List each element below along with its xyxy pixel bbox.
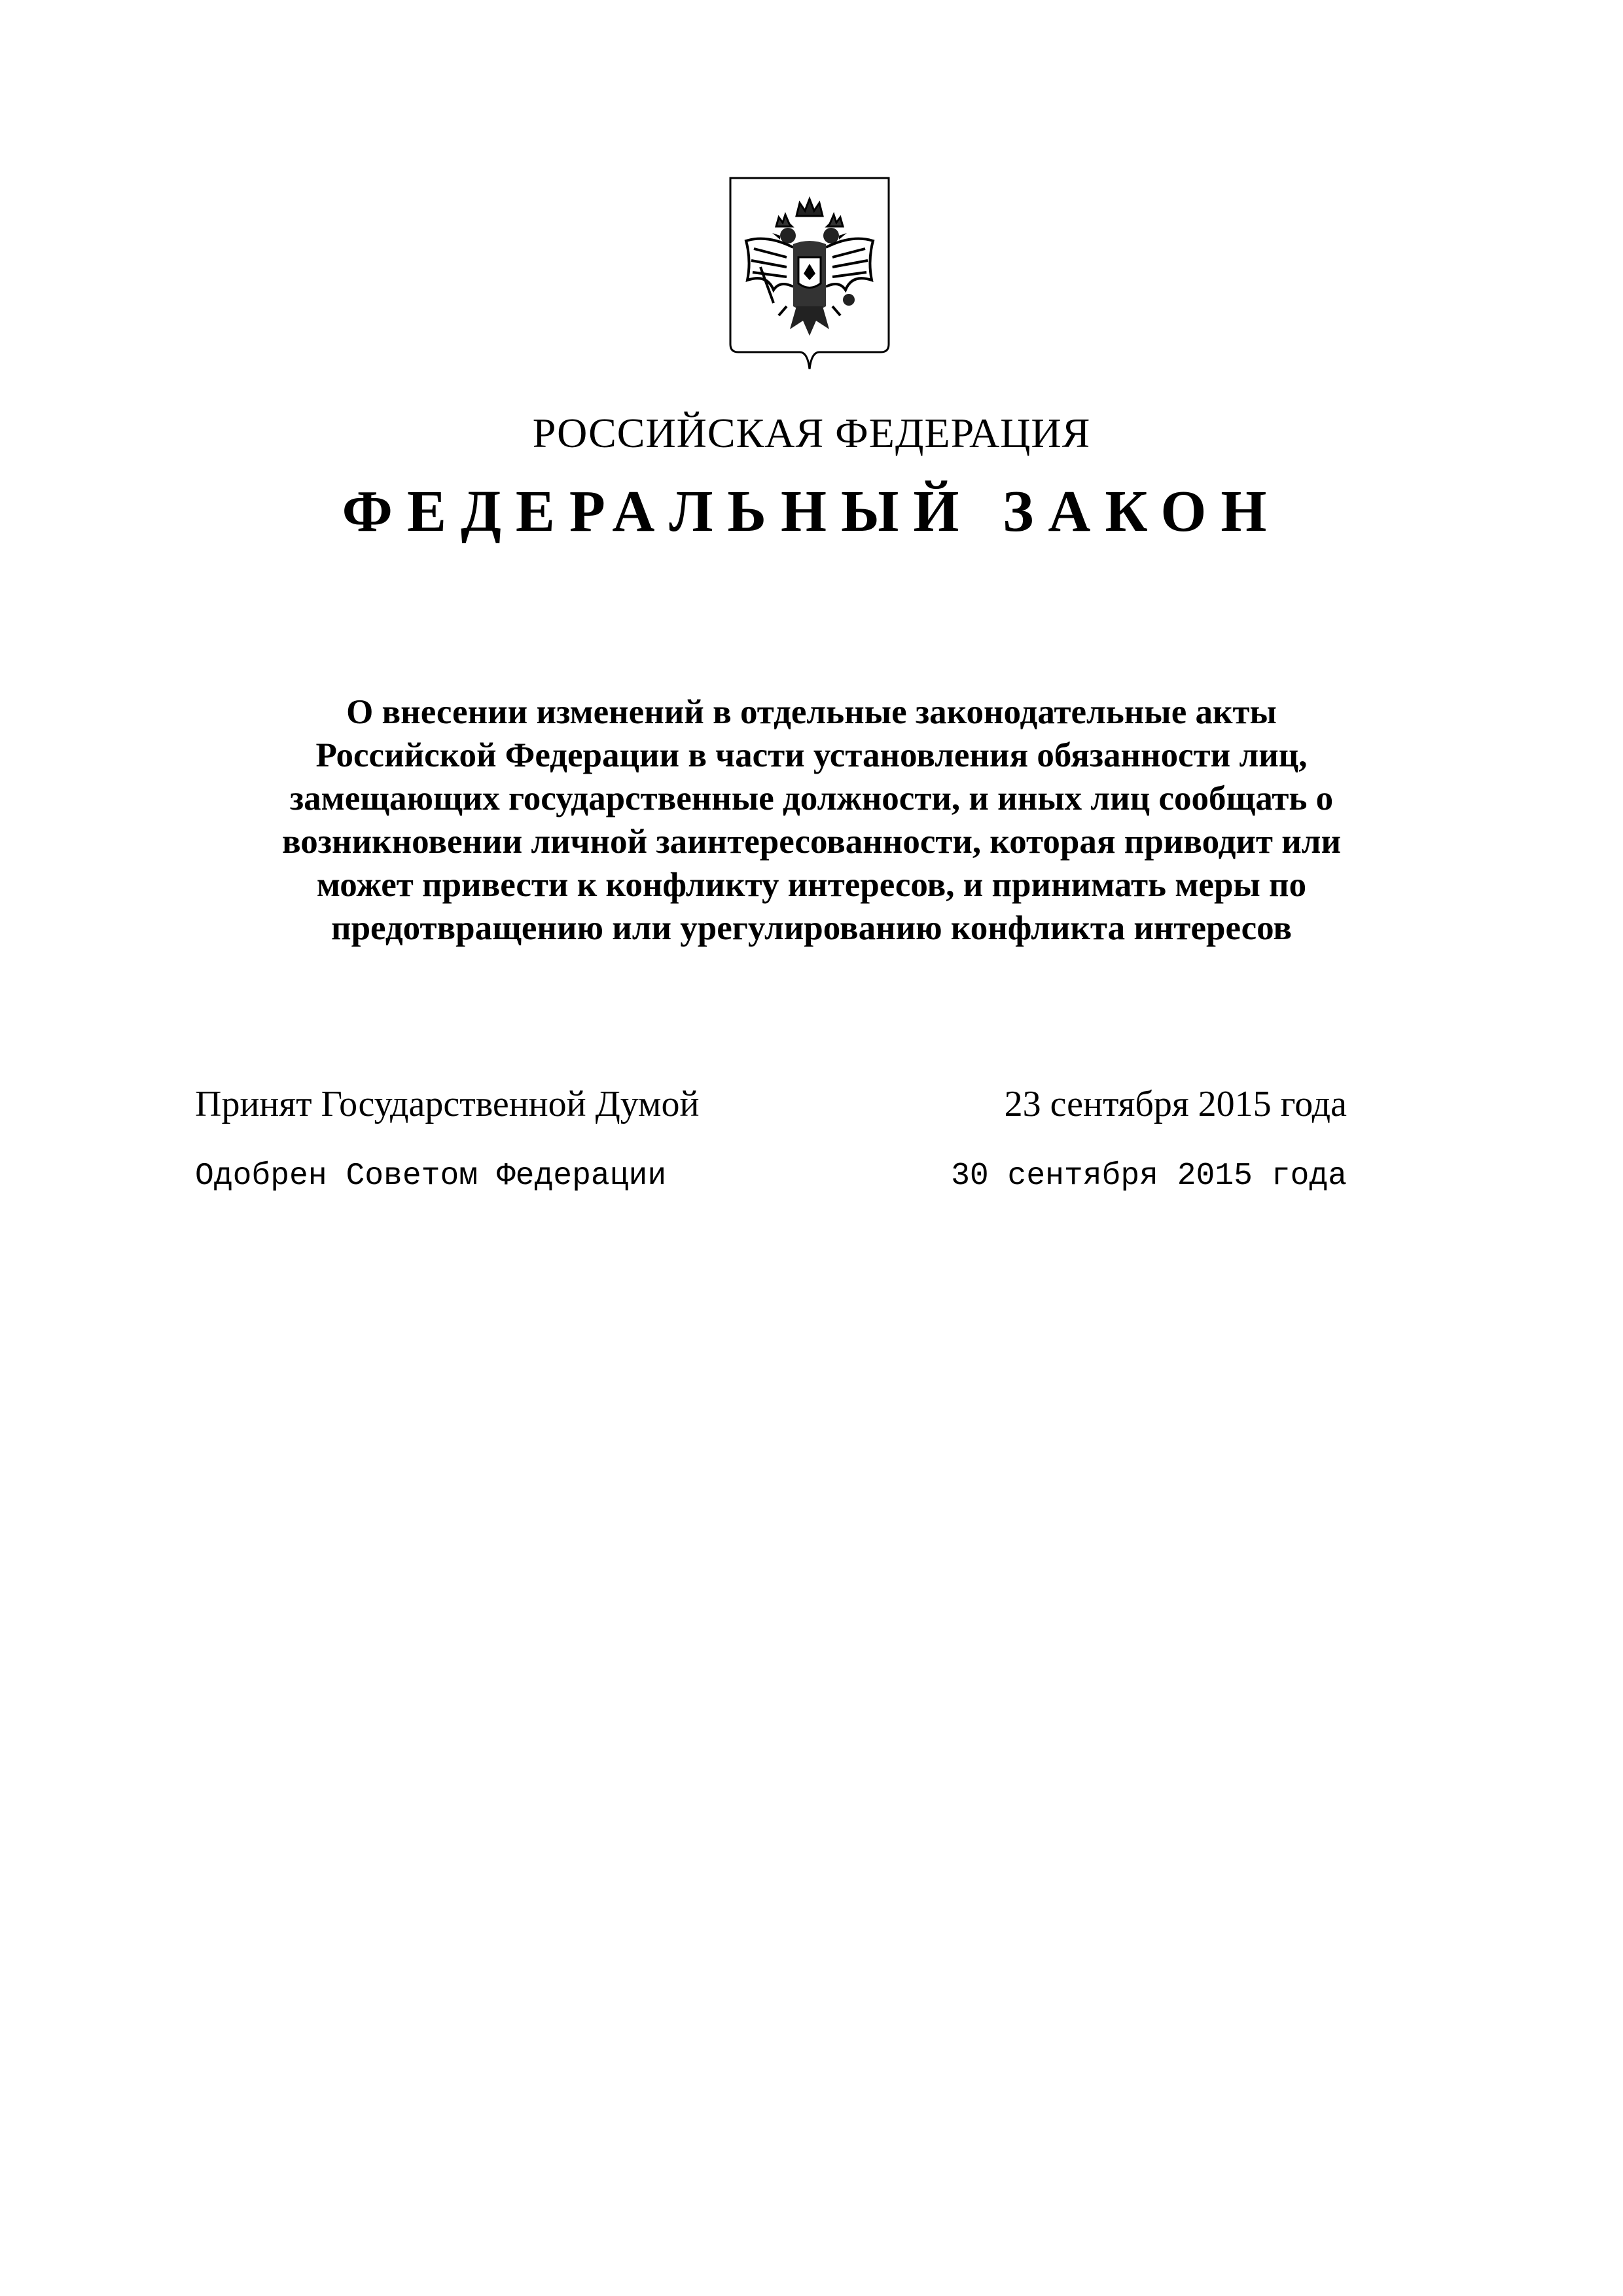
adoption-date: 23 сентября 2015 года [1004, 1084, 1347, 1124]
country-name-text: РОССИЙСКАЯ ФЕДЕРАЦИЯ [532, 410, 1091, 456]
law-title [216, 691, 1407, 950]
adopting-body: Принят Государственной Думой [195, 1084, 700, 1124]
law-title-line: может привести к конфликту интересов, и принимать меры по [316, 866, 1307, 904]
approval-date: 30 сентября 2015 года [951, 1158, 1347, 1194]
russian-coat-of-arms-icon [728, 175, 891, 372]
document-type-text: ФЕДЕРАЛЬНЫЙ ЗАКОН [342, 479, 1281, 544]
document-type-heading [0, 478, 1623, 545]
law-title-line: предотвращению или урегулированию конфликта интересов [331, 909, 1292, 947]
country-name [0, 409, 1623, 457]
law-title-line: возникновении личной заинтересованности, которая приводит или [281, 823, 1342, 861]
law-title-line: О внесении изменений в отдельные законодательные акты [346, 693, 1277, 731]
approving-body: Одобрен Советом Федерации [195, 1158, 667, 1194]
law-title-line: Российской Федерации в части установления обязанности лиц, [315, 736, 1308, 774]
law-title-line: замещающих государственные должности, и иных лиц сообщать о [289, 780, 1334, 817]
